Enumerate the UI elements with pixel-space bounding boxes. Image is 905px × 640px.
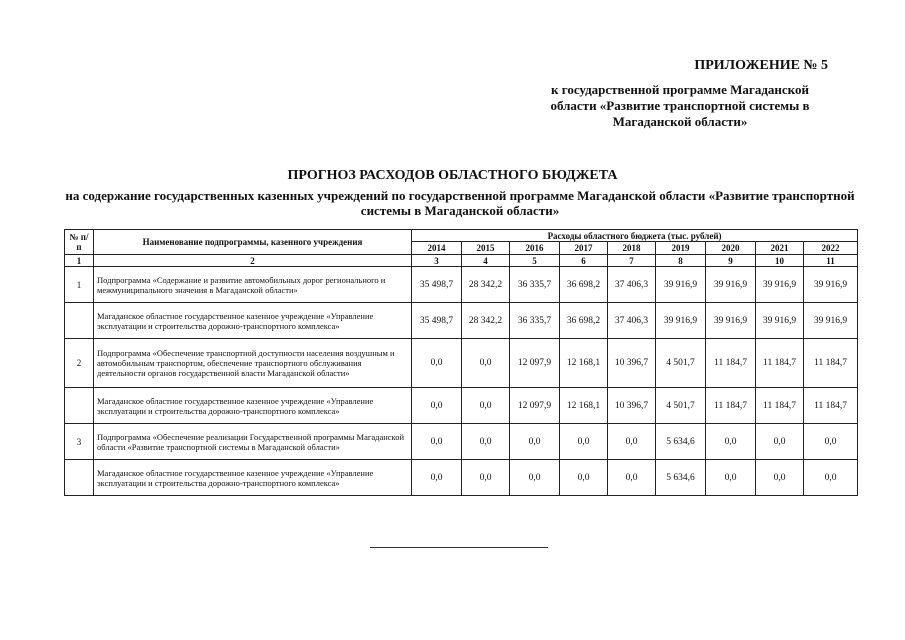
row-value: 35 498,7 <box>412 303 462 339</box>
column-header-year: 2018 <box>608 242 656 255</box>
row-value: 0,0 <box>706 424 756 460</box>
row-value: 39 916,9 <box>706 267 756 303</box>
row-value: 39 916,9 <box>756 267 804 303</box>
row-value: 0,0 <box>756 460 804 496</box>
row-value: 0,0 <box>706 460 756 496</box>
column-index: 11 <box>804 255 858 267</box>
row-name: Магаданское областное государственное казенное учреждение «Управление эксплуатации и строительства дорожно-транспортного комплекса» <box>94 460 412 496</box>
row-value: 0,0 <box>510 460 560 496</box>
row-value: 36 335,7 <box>510 267 560 303</box>
document-title: ПРОГНОЗ РАСХОДОВ ОБЛАСТНОГО БЮДЖЕТА <box>287 168 618 183</box>
row-value: 11 184,7 <box>706 388 756 424</box>
row-value: 4 501,7 <box>656 339 706 388</box>
row-value: 10 396,7 <box>608 388 656 424</box>
row-value: 11 184,7 <box>804 388 858 424</box>
column-header-year: 2016 <box>510 242 560 255</box>
table-row <box>65 388 858 424</box>
row-value: 12 168,1 <box>560 388 608 424</box>
row-value: 37 406,3 <box>608 267 656 303</box>
row-name: Подпрограмма «Обеспечение реализации Государственной программы Магаданской области «Развитие транспортной системы в Магаданской области» <box>94 424 412 460</box>
row-value: 0,0 <box>804 424 858 460</box>
row-value: 39 916,9 <box>706 303 756 339</box>
row-number <box>65 303 94 339</box>
column-header-year: 2021 <box>756 242 804 255</box>
column-index: 3 <box>412 255 462 267</box>
table-row <box>65 303 858 339</box>
row-value: 0,0 <box>608 460 656 496</box>
row-value: 4 501,7 <box>656 388 706 424</box>
column-index: 7 <box>608 255 656 267</box>
row-value: 11 184,7 <box>804 339 858 388</box>
row-number: 3 <box>65 424 94 460</box>
column-header-year: 2015 <box>462 242 510 255</box>
column-header-number: № п/п <box>65 230 94 255</box>
column-index: 4 <box>462 255 510 267</box>
row-value: 12 097,9 <box>510 339 560 388</box>
row-value: 36 698,2 <box>560 267 608 303</box>
row-number <box>65 388 94 424</box>
appendix-number: ПРИЛОЖЕНИЕ № 5 <box>694 58 828 73</box>
appendix-block <box>530 58 830 130</box>
row-value: 0,0 <box>462 388 510 424</box>
row-value: 5 634,6 <box>656 424 706 460</box>
row-value: 39 916,9 <box>656 267 706 303</box>
row-name: Магаданское областное государственное казенное учреждение «Управление эксплуатации и строительства дорожно-транспортного комплекса» <box>94 388 412 424</box>
table-row <box>65 267 858 303</box>
row-value: 39 916,9 <box>804 267 858 303</box>
row-value: 39 916,9 <box>656 303 706 339</box>
row-value: 0,0 <box>804 460 858 496</box>
column-header-expenses: Расходы областного бюджета (тыс. рублей) <box>412 230 858 242</box>
row-value: 0,0 <box>462 460 510 496</box>
row-value: 0,0 <box>560 460 608 496</box>
column-index: 8 <box>656 255 706 267</box>
row-value: 0,0 <box>412 424 462 460</box>
row-value: 0,0 <box>560 424 608 460</box>
row-name: Подпрограмма «Содержание и развитие автомобильных дорог регионального и межмуниципального значения в Магаданской области» <box>94 267 412 303</box>
row-value: 0,0 <box>608 424 656 460</box>
row-value: 0,0 <box>756 424 804 460</box>
row-value: 36 335,7 <box>510 303 560 339</box>
table-row <box>65 339 858 388</box>
column-header-year: 2022 <box>804 242 858 255</box>
column-index: 2 <box>94 255 412 267</box>
column-header-year: 2020 <box>706 242 756 255</box>
row-value: 39 916,9 <box>756 303 804 339</box>
column-index: 9 <box>706 255 756 267</box>
row-value: 0,0 <box>412 339 462 388</box>
row-value: 0,0 <box>462 339 510 388</box>
row-number <box>65 460 94 496</box>
column-header-year: 2019 <box>656 242 706 255</box>
row-value: 28 342,2 <box>462 267 510 303</box>
column-header-name: Наименование подпрограммы, казенного учреждения <box>94 230 412 255</box>
column-index: 10 <box>756 255 804 267</box>
row-name: Подпрограмма «Обеспечение транспортной доступности населения воздушным и автомобильным транспортом, обеспечение транспортного обслуживания деятельности органов государственной власти Магаданской области» <box>94 339 412 388</box>
column-index: 5 <box>510 255 560 267</box>
row-value: 10 396,7 <box>608 339 656 388</box>
column-header-year: 2014 <box>412 242 462 255</box>
row-value: 39 916,9 <box>804 303 858 339</box>
row-value: 11 184,7 <box>756 339 804 388</box>
column-index: 1 <box>65 255 94 267</box>
appendix-reference: к государственной программе Магаданской области «Развитие транспортной системы в Магаданской области» <box>550 82 810 129</box>
separator-line <box>370 547 548 548</box>
row-value: 37 406,3 <box>608 303 656 339</box>
column-header-year: 2017 <box>560 242 608 255</box>
row-value: 36 698,2 <box>560 303 608 339</box>
row-value: 0,0 <box>510 424 560 460</box>
row-number: 2 <box>65 339 94 388</box>
row-name: Магаданское областное государственное казенное учреждение «Управление эксплуатации и строительства дорожно-транспортного комплекса» <box>94 303 412 339</box>
row-value: 12 097,9 <box>510 388 560 424</box>
row-value: 0,0 <box>412 388 462 424</box>
row-value: 12 168,1 <box>560 339 608 388</box>
row-value: 11 184,7 <box>756 388 804 424</box>
row-value: 11 184,7 <box>706 339 756 388</box>
row-value: 35 498,7 <box>412 267 462 303</box>
document-subtitle: на содержание государственных казенных учреждений по государственной программе Магаданской области «Развитие транспортной системы в Магаданской области» <box>65 188 855 218</box>
row-value: 0,0 <box>412 460 462 496</box>
row-value: 5 634,6 <box>656 460 706 496</box>
row-value: 0,0 <box>462 424 510 460</box>
row-value: 28 342,2 <box>462 303 510 339</box>
table-row <box>65 460 858 496</box>
column-index: 6 <box>560 255 608 267</box>
budget-table <box>64 229 858 496</box>
table-row <box>65 424 858 460</box>
row-number: 1 <box>65 267 94 303</box>
